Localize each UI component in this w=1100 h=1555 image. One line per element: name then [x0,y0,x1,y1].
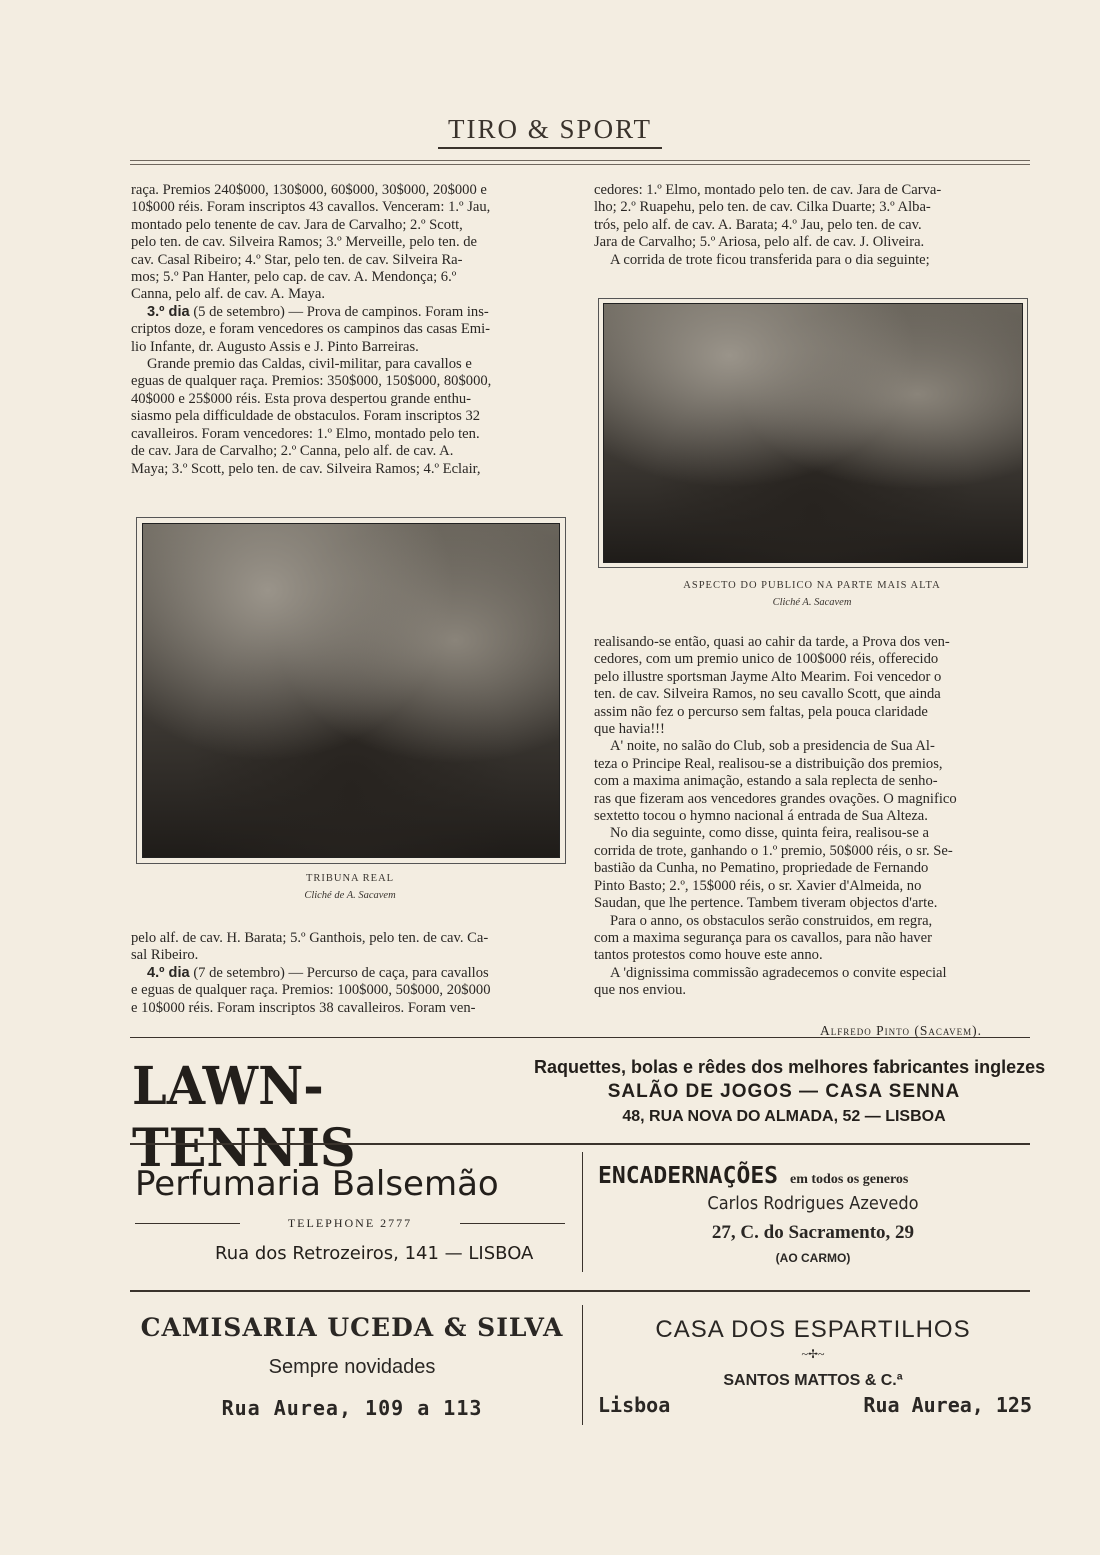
ad-espartilhos-owner: SANTOS MATTOS & C.ª [723,1372,903,1389]
photo-tribuna-caption: TRIBUNA REAL [305,873,395,884]
text-line: Maya; 3.º Scott, pelo ten. de cav. Silveira Ramos; 4.º Eclair, [131,460,481,477]
ads-rule-1 [130,1143,1030,1145]
text-line: teza o Principe Real, realisou-se a distribuição dos premios, [594,755,943,772]
photo-public-caption: ASPECTO DO PUBLICO NA PARTE MAIS ALTA [683,580,941,591]
ads-divider-1 [582,1152,583,1272]
text-line: cav. Casal Ribeiro; 4.º Star, pelo ten. de cav. Silveira Ra- [131,251,463,268]
text-line: sal Ribeiro. [131,947,199,964]
right-column-top [594,182,1031,269]
text-line: Para o anno, os obstaculos serão construidos, em regra, [610,912,933,929]
text-line: (5 de setembro) — Prova de campinos. Foram ins- [193,303,489,320]
text-line: bastião da Cunha, no Pematino, propriedade de Fernando [594,860,929,877]
text-line: cedores: 1.º Elmo, montado pelo ten. de cav. Jara de Carva- [594,182,942,198]
text-line: No dia seguinte, como disse, quinta feira, realisou-se a [610,825,929,842]
text-line: montado pelo tenente de cav. Jara de Carvalho; 2.º Scott, [131,216,463,233]
photo-public-credit: Cliché A. Sacavem [772,597,852,608]
ad-espartilhos-ornament: ~✢~ [801,1347,825,1361]
text-line: Saudan, que lhe pertence. Tambem tiveram objectos d'arte. [594,895,938,912]
ads-rule-top [130,1037,1030,1038]
header-rule [130,160,1030,161]
text-line: corrida de trote, ganhando o 1.º premio, 50$000 réis, o sr. Se- [594,842,953,859]
text-line: pelo alf. de cav. H. Barata; 5.º Ganthois, pelo ten. de cav. Ca- [131,930,489,946]
ad-perfumaria-address: Rua dos Retrozeiros, 141 — LISBOA [215,1243,534,1264]
article-signature: Alfredo Pinto (Sacavem). [820,1023,983,1038]
photo-tribuna-credit: Cliché de A. Sacavem [304,890,396,901]
ad-lawn-tennis-line2: SALÃO DE JOGOS — CASA SENNA [607,1081,961,1102]
ad-camisaria-subtitle: Sempre novidades [268,1356,436,1378]
text-line: (7 de setembro) — Percurso de caça, para cavallos [193,964,489,981]
text-line: Jara de Carvalho; 5.º Ariosa, pelo alf. de cav. J. Oliveira. [594,234,925,251]
text-line: lio Infante, dr. Augusto Assis e J. Pinto Barreiras. [131,338,419,355]
ad-encadernacoes-title: ENCADERNAÇÕES [598,1163,779,1189]
text-line: A 'dignissima commissão agradecemos o convite especial [610,964,947,981]
text-line: de cav. Jara de Carvalho; 2.º Canna, pelo alf. de cav. A. [131,443,454,460]
ad-encadernacoes-note: (AO CARMO) [775,1251,851,1265]
text-line: cavalleiros. Foram vencedores: 1.º Elmo, montado pelo ten. [131,425,480,442]
ad-lawn-tennis-line1: Raquettes, bolas e rêdes dos melhores fabricantes inglezes [534,1057,1046,1077]
day3-label: 3.º dia [147,303,190,320]
text-line: que nos enviou. [594,982,687,999]
ads-divider-2 [582,1305,583,1425]
text-line: realisando-se então, quasi ao cahir da tarde, a Prova dos ven- [594,634,950,650]
text-line: Canna, pelo alf. de cav. A. Maya. [131,286,325,303]
ad-perfumaria-title: Perfumaria Balsemão [135,1164,499,1204]
text-line: eguas de qualquer raça. Premios: 350$000, 150$000, 80$000, [131,373,492,390]
ad-encadernacoes-name: Carlos Rodrigues Azevedo [707,1193,919,1214]
text-line: A corrida de trote ficou transferida para o dia seguinte; [610,251,930,268]
text-line: pelo ten. de cav. Silveira Ramos; 3.º Merveille, pelo ten. de [131,234,478,251]
text-line: trós, pelo alf. de cav. A. Barata; 4.º Jau, pelo ten. de cav. [594,216,922,233]
masthead [0,108,1100,163]
text-line: e 10$000 réis. Foram inscriptos 38 cavalleiros. Foram ven- [131,999,476,1016]
text-line: e eguas de qualquer raça. Premios: 100$000, 50$000, 20$000 [131,982,491,999]
text-line: cedores, com um premio unico de 100$000 réis, offerecido [594,651,939,668]
text-line: com a maxima segurança para os cavallos, para não haver [594,929,932,946]
photo-tribuna-image [142,523,560,858]
text-line: ten. de cav. Silveira Ramos, no seu cavallo Scott, que ainda [594,686,941,703]
ad-lawn-tennis-title: LAWN-TENNIS [132,1056,356,1179]
ad-encadernacoes-subtitle: em todos os generos [790,1172,909,1187]
left-column-top [131,182,568,478]
photo-public-image [603,303,1023,563]
text-line: sextetto tocou o hymno nacional á entrada de Sua Alteza. [594,808,928,825]
right-column-bottom [594,634,1031,1000]
ad-lawn-tennis-line3: 48, RUA NOVA DO ALMADA, 52 — LISBOA [622,1108,946,1125]
text-line: 10$000 réis. Foram inscriptos 43 cavallos. Venceram: 1.º Jau, [131,199,491,216]
day4-line [131,965,568,982]
ad-encadernacoes-heading [598,1163,1038,1189]
text-line: lho; 2.º Ruapehu, pelo ten. de cav. Cilka Duarte; 3.º Alba- [594,199,931,216]
ad-perfumaria-phone: TELEPHONE 2777 [240,1216,460,1231]
text-line: 40$000 e 25$000 réis. Esta prova despertou grande enthu- [131,390,472,407]
text-line: assim não fez o percurso sem faltas, pela pouca claridade [594,703,928,720]
text-line: siasmo pela difficuldade de obstaculos. Foram inscriptos 32 [131,408,481,425]
ads-rule-2 [130,1290,1030,1292]
text-line: ras que fizeram aos vencedores grandes ovações. O magnifico [594,790,957,807]
day4-label: 4.º dia [147,964,190,981]
text-line: Pinto Basto; 2.º, 15$000 réis, o sr. Xavier d'Almeida, no [594,877,922,894]
text-line: raça. Premios 240$000, 130$000, 60$000, 30$000, 20$000 e [131,182,487,198]
text-line: A' noite, no salão do Club, sob a presidencia de Sua Al- [610,738,935,755]
ad-espartilhos-title: CASA DOS ESPARTILHOS [655,1316,971,1343]
day3-line [131,304,568,321]
ad-camisaria-title: CAMISARIA UCEDA & SILVA [140,1313,564,1342]
photo-public-frame [598,298,1028,568]
text-line: que havia!!! [594,721,665,738]
logo-text: TIRO & SPORT [448,114,652,144]
ad-encadernacoes-address: 27, C. do Sacramento, 29 [711,1222,915,1243]
masthead-logo [438,112,662,149]
text-line: tantos protestos como houve este anno. [594,947,823,964]
text-line: criptos doze, e foram vencedores os campinos das casas Emi- [131,321,491,338]
left-column-bottom [131,930,568,1017]
text-line: mos; 5.º Pan Hanter, pelo cap. de cav. A. Mendonça; 6.º [131,269,457,286]
ad-espartilhos-address: Rua Aurea, 125 [863,1393,1032,1417]
text-line: com a maxima animação, estando a sala replecta de senho- [594,773,938,790]
header-rule-2 [130,164,1030,165]
text-line: pelo illustre sportsman Jayme Alto Mearim. Foi vencedor o [594,668,942,685]
text-line: Grande premio das Caldas, civil-militar, para cavallos e [147,356,472,373]
ad-camisaria-address: Rua Aurea, 109 a 113 [221,1396,483,1420]
ad-espartilhos-city: Lisboa [598,1393,671,1417]
photo-tribuna-frame [136,517,566,864]
